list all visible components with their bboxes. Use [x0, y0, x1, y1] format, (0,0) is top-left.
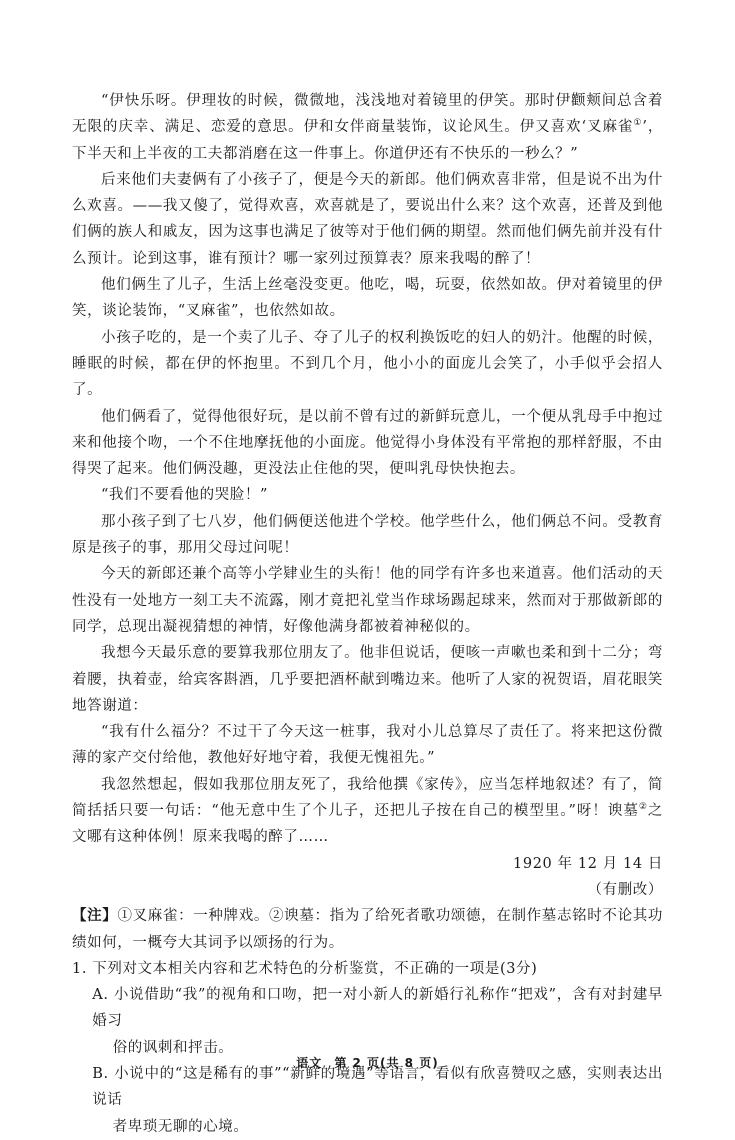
footer-subject: 语文 — [296, 1056, 323, 1070]
edit-note: （有删改） — [587, 881, 663, 898]
paragraph-9: 我想今天最乐意的要算我那位朋友了。他非但说话，便咳一声嗽也柔和到十二分；弯着腰，执着壶，给宾客斟酒，几乎要把酒杯献到嘴边来。他听了人家的祝贺语，眉花眼笑地答谢道： — [72, 645, 663, 714]
paragraph-1-tail: ’，下半天和上半夜的工夫都消磨在这一件事上。你道伊还有不快乐的一秒么？” — [72, 119, 664, 162]
option-a — [72, 982, 663, 1061]
option-a-line1: 小说借助“我”的视角和口吻，把一对小新人的新婚行礼称作“把戏”，含有对封建早婚习 — [92, 987, 663, 1030]
footer-page-number: 第 2 页(共 8 页) — [334, 1056, 439, 1070]
paragraph-6: “我们不要看他的哭脸！” — [101, 487, 269, 504]
question-1: 1. 下列对文本相关内容和艺术特色的分析鉴赏，不正确的一项是(3分) — [72, 960, 538, 977]
note-text: ①叉麻雀：一种牌戏。②谀墓：指为了给死者歌功颂德，在制作墓志铭时不论其功绩如何，一概夸大其词予以颂扬的行为。 — [72, 908, 663, 951]
paragraph-1 — [72, 88, 663, 167]
paragraph-7: 那小孩子到了七八岁，他们俩便送他进个学校。他学些什么，他们俩总不问。受教育原是孩子的事，那用父母过问呢！ — [72, 513, 663, 557]
paragraph-1-text: “伊快乐呀。伊理妆的时候，微微地，浅浅地对着镜里的伊笑。那时伊颧颊间总含着无限的庆幸、满足、恋爱的意思。伊和女伴商量装饰，议论风生。伊又喜欢‘叉麻雀 — [72, 93, 663, 136]
footnote-marker-2: ② — [638, 802, 648, 813]
option-a-label: A. — [92, 987, 109, 1004]
paragraph-8: 今天的新郎还兼个高等小学肄业生的头衔！他的同学有许多也来道喜。他们活动的天性没有一处地方一刻工夫不流露，刚才竟把礼堂当作球场踢起球来，然而对于那做新郎的同学，总现出凝视猜想的神情，好像他满身都被着神秘似的。 — [72, 566, 663, 635]
footnotes — [72, 903, 663, 956]
paragraph-2: 后来他们夫妻俩有了小孩子了，便是今天的新郎。他们俩欢喜非常，但是说不出为什么欢喜。——我又傻了，觉得欢喜，欢喜就是了，要说出什么来？这个欢喜，还普及到他们俩的族人和戚友，因为这事也满足了彼等对于他们俩的期望。然而他们俩先前并没有什么预计。论到这事，谁有预计？哪一家列过预算表？原来我喝的醉了！ — [72, 171, 663, 267]
story-text — [72, 88, 663, 1140]
page-footer — [0, 1054, 735, 1071]
date-line: 1920 年 12 月 14 日 — [513, 855, 663, 872]
paragraph-4: 小孩子吃的，是一个卖了儿子、夺了儿子的权利换饭吃的妇人的奶汁。他醒的时候，睡眠的时候，都在伊的怀抱里。不到几个月，他小小的面庞儿会笑了，小手似乎会招人了。 — [72, 329, 663, 399]
paragraph-5: 他们俩看了，觉得他很好玩，是以前不曾有过的新鲜玩意儿，一个便从乳母手中抱过来和他接个吻，一个不住地摩抚他的小面庞。他觉得小身体没有平常抱的那样舒服，不由得哭了起来。他们俩没趣，更没法止住他的哭，便叫乳母快快抱去。 — [72, 408, 663, 478]
footnote-marker-1: ① — [633, 118, 643, 129]
option-b — [72, 1061, 663, 1140]
paragraph-11-text: 我忽然想起，假如我那位朋友死了，我给他撰《家传》，应当怎样地叙述？有了，简简括括只要一句话：“他无意中生了个儿子，还把儿子按在自己的模型里。”呀！谀墓 — [72, 776, 663, 820]
paragraph-11-tail: 之文哪有这种体例！原来我喝的醉了…… — [72, 803, 664, 846]
paragraph-11 — [72, 772, 663, 851]
note-label: 【注】 — [72, 908, 118, 925]
option-a-line2: 俗的讽刺和抨击。 — [112, 1039, 234, 1056]
paragraph-3: 他们俩生了儿子，生活上丝毫没变更。他吃，喝，玩耍，依然如故。伊对着镜里的伊笑，谈论装饰，“叉麻雀”，也依然如故。 — [72, 277, 663, 320]
option-b-label: B. — [92, 1065, 109, 1082]
paragraph-10: “我有什么福分？不过干了今天这一桩事，我对小儿总算尽了责任了。将来把这份微薄的家产交付给他，教他好好地守着，我便无愧祖先。” — [72, 724, 663, 767]
option-b-line2: 者卑琐无聊的心境。 — [112, 1118, 249, 1135]
option-b-line1: 小说中的“这是稀有的事”“新鲜的境遇”等语言，看似有欣喜赞叹之感，实则表达出说话 — [92, 1065, 663, 1109]
